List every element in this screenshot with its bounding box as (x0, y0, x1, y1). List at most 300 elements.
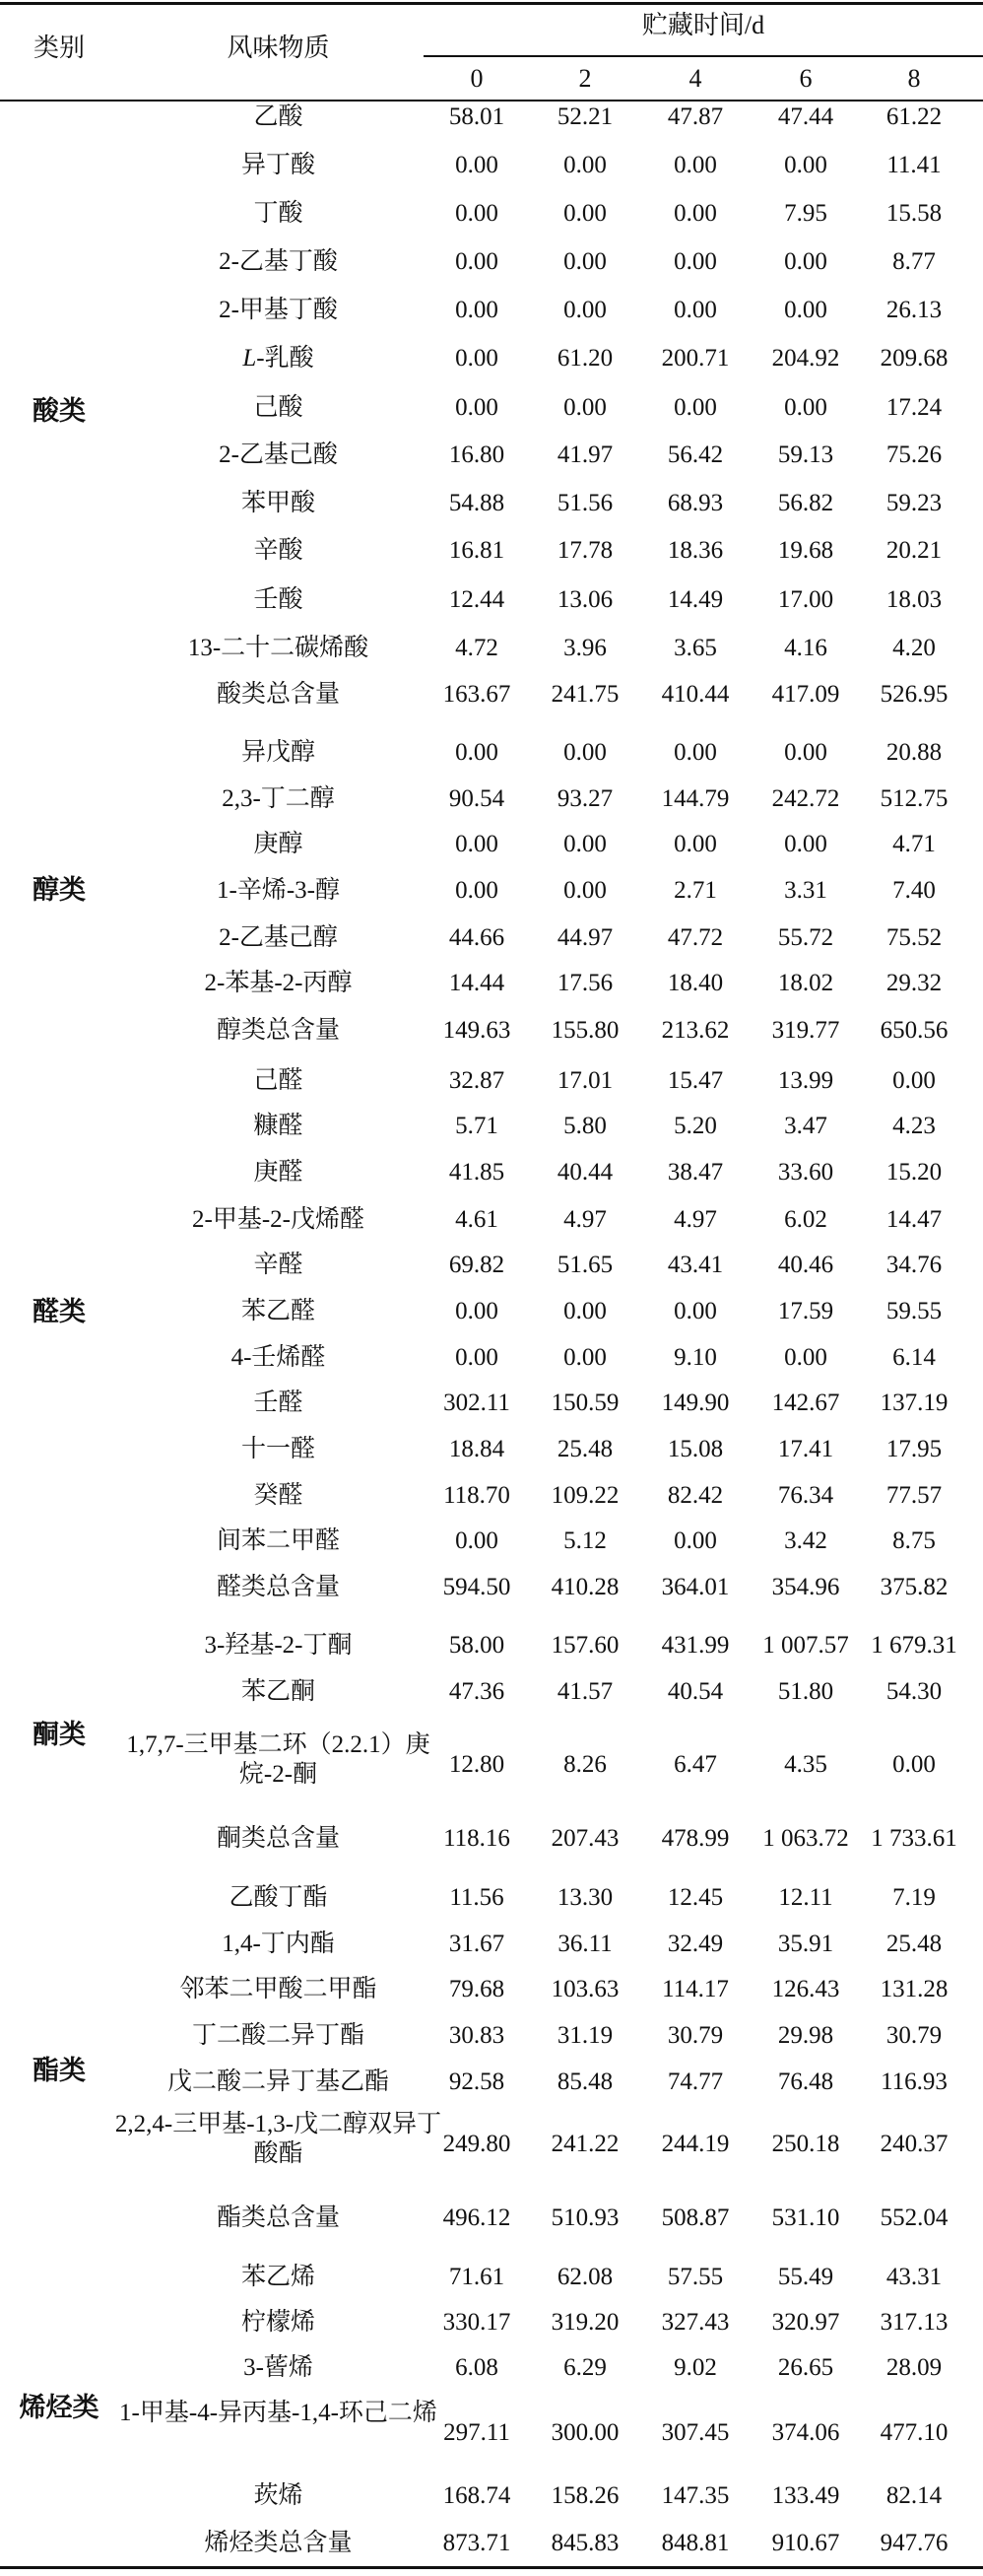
value-cell: 317.13 (880, 2309, 949, 2336)
value-cell: 26.65 (777, 2354, 834, 2381)
header-substance: 风味物质 (227, 34, 330, 62)
value-cell: 14.49 (667, 586, 724, 613)
value-cell: 300.00 (551, 2419, 620, 2446)
value-cell: 0.00 (563, 739, 607, 766)
value-cell: 44.66 (448, 924, 505, 951)
value-cell: 76.48 (777, 2068, 834, 2095)
value-cell: 25.48 (557, 1436, 614, 1462)
value-cell: 142.67 (771, 1390, 840, 1416)
value-cell: 3.96 (563, 635, 607, 661)
value-cell: 477.10 (880, 2419, 949, 2446)
substance-name: 癸醛 (253, 1482, 303, 1509)
category-label: 酯类 (33, 2056, 86, 2086)
value-cell: 4.16 (784, 635, 827, 661)
value-cell: 0.00 (892, 1751, 936, 1778)
substance-name: 烯烃类总含量 (204, 2530, 353, 2556)
value-cell: 910.67 (771, 2530, 840, 2556)
bottom-rule (0, 2566, 983, 2569)
value-cell: 59.23 (885, 490, 943, 516)
value-cell: 18.40 (667, 970, 724, 996)
value-cell: 131.28 (880, 1976, 949, 2002)
value-cell: 12.44 (448, 586, 505, 613)
value-cell: 848.81 (661, 2530, 730, 2556)
value-cell: 18.03 (885, 586, 943, 613)
value-cell: 0.00 (455, 1298, 498, 1324)
value-cell: 5.80 (563, 1113, 607, 1139)
value-cell: 47.36 (448, 1678, 505, 1705)
value-cell: 2.71 (674, 877, 717, 904)
value-cell: 20.88 (885, 739, 943, 766)
value-cell: 7.40 (892, 877, 936, 904)
substance-name: 十一醛 (240, 1436, 315, 1462)
value-cell: 6.14 (892, 1344, 936, 1371)
value-cell: 8.26 (563, 1751, 607, 1778)
substance-name: 2-乙基己醇 (219, 924, 338, 951)
substance-name: 辛酸 (253, 537, 303, 564)
value-cell: 947.76 (880, 2530, 949, 2556)
substance-name: 2,3-丁二醇 (222, 785, 335, 812)
value-cell: 82.42 (667, 1482, 724, 1509)
value-cell: 5.20 (674, 1113, 717, 1139)
value-cell: 13.99 (777, 1067, 834, 1094)
value-cell: 54.30 (885, 1678, 943, 1705)
value-cell: 650.56 (880, 1017, 949, 1044)
value-cell: 0.00 (563, 877, 607, 904)
substance-name: 2-甲基-2-戊烯醛 (192, 1206, 364, 1233)
value-cell: 29.32 (885, 970, 943, 996)
substance-name: 丁酸 (253, 200, 303, 227)
header-period: 贮藏时间/d (641, 11, 765, 39)
value-cell: 508.87 (661, 2204, 730, 2231)
value-cell: 8.77 (892, 248, 936, 275)
category-label: 酮类 (33, 1720, 86, 1750)
value-cell: 4.61 (455, 1206, 498, 1233)
substance-name: 邻苯二甲酸二甲酯 (179, 1976, 377, 2002)
value-cell: 375.82 (880, 1574, 949, 1600)
value-cell: 20.21 (885, 537, 943, 564)
value-cell: 250.18 (771, 2131, 840, 2157)
value-cell: 118.16 (443, 1825, 510, 1852)
value-cell: 0.00 (455, 200, 498, 227)
value-cell: 249.80 (442, 2131, 511, 2157)
substance-name: 2-乙基丁酸 (219, 248, 338, 275)
value-cell: 55.49 (777, 2264, 834, 2290)
value-cell: 1 679.31 (871, 1632, 957, 1659)
value-cell: 41.85 (448, 1159, 505, 1186)
substance-name: 异丁酸 (240, 152, 315, 178)
substance-name: 丁二酸二异丁酯 (191, 2022, 364, 2049)
value-cell: 82.14 (885, 2482, 943, 2509)
value-cell: 0.00 (455, 297, 498, 323)
value-cell: 69.82 (448, 1252, 505, 1278)
value-cell: 33.60 (777, 1159, 834, 1186)
value-cell: 0.00 (455, 394, 498, 421)
value-cell: 47.44 (777, 103, 834, 130)
value-cell: 4.72 (455, 635, 498, 661)
substance-name: L-乳酸 (242, 345, 314, 372)
value-cell: 0.00 (674, 831, 717, 857)
substance-name: 1-甲基-4-异丙基-1,4-环己二烯 (119, 2400, 437, 2426)
value-cell: 90.54 (448, 785, 505, 812)
substance-name: 莰烯 (253, 2482, 303, 2509)
value-cell: 0.00 (455, 152, 498, 178)
value-cell: 56.42 (667, 441, 724, 468)
value-cell: 6.02 (784, 1206, 827, 1233)
value-cell: 17.56 (557, 970, 614, 996)
value-cell: 28.09 (885, 2354, 943, 2381)
header-day-4: 4 (688, 64, 702, 93)
value-cell: 240.37 (880, 2131, 949, 2157)
value-cell: 244.19 (661, 2131, 730, 2157)
top-rule (0, 2, 983, 5)
value-cell: 40.46 (777, 1252, 834, 1278)
value-cell: 116.93 (881, 2068, 948, 2095)
value-cell: 11.41 (886, 152, 942, 178)
value-cell: 51.56 (557, 490, 614, 516)
value-cell: 3.42 (784, 1527, 827, 1554)
value-cell: 35.91 (777, 1931, 834, 1957)
value-cell: 126.43 (771, 1976, 840, 2002)
substance-name: 2-苯基-2-丙醇 (204, 970, 353, 996)
value-cell: 327.43 (661, 2309, 730, 2336)
substance-name: 酸类总含量 (216, 681, 340, 708)
substance-name: 酮类总含量 (216, 1825, 340, 1852)
substance-name: 己酸 (253, 394, 303, 421)
value-cell: 149.63 (442, 1017, 511, 1044)
value-cell: 0.00 (674, 739, 717, 766)
value-cell: 18.02 (777, 970, 834, 996)
header-sub-rule (424, 55, 983, 57)
header-day-0: 0 (470, 64, 484, 93)
header-day-8: 8 (907, 64, 921, 93)
value-cell: 92.58 (448, 2068, 505, 2095)
value-cell: 43.31 (885, 2264, 943, 2290)
value-cell: 0.00 (563, 248, 607, 275)
value-cell: 1 733.61 (871, 1825, 957, 1852)
value-cell: 242.72 (771, 785, 840, 812)
substance-name: 庚醇 (253, 831, 303, 857)
value-cell: 11.56 (449, 1884, 504, 1911)
value-cell: 51.65 (557, 1252, 614, 1278)
value-cell: 62.08 (557, 2264, 614, 2290)
value-cell: 47.72 (667, 924, 724, 951)
value-cell: 417.09 (771, 681, 840, 708)
substance-name: 1,4-丁内酯 (222, 1931, 335, 1957)
substance-name: 糠醛 (253, 1113, 303, 1139)
substance-name: 苯甲酸 (240, 490, 315, 516)
value-cell: 204.92 (771, 345, 840, 372)
value-cell: 0.00 (674, 152, 717, 178)
value-cell: 0.00 (455, 877, 498, 904)
value-cell: 17.95 (885, 1436, 943, 1462)
category-label: 酸类 (33, 396, 86, 427)
value-cell: 114.17 (662, 1976, 729, 2002)
value-cell: 213.62 (661, 1017, 730, 1044)
value-cell: 410.44 (661, 681, 730, 708)
value-cell: 0.00 (563, 297, 607, 323)
value-cell: 32.49 (667, 1931, 724, 1957)
value-cell: 38.47 (667, 1159, 724, 1186)
value-cell: 4.97 (674, 1206, 717, 1233)
value-cell: 207.43 (551, 1825, 620, 1852)
substance-name: 1-辛烯-3-醇 (217, 877, 340, 904)
value-cell: 155.80 (551, 1017, 620, 1044)
value-cell: 17.59 (777, 1298, 834, 1324)
value-cell: 68.93 (667, 490, 724, 516)
substance-name: 壬醛 (253, 1390, 303, 1416)
value-cell: 374.06 (771, 2419, 840, 2446)
value-cell: 17.78 (557, 537, 614, 564)
substance-name: 醛类总含量 (216, 1574, 340, 1600)
value-cell: 57.55 (667, 2264, 724, 2290)
value-cell: 14.44 (448, 970, 505, 996)
value-cell: 0.00 (563, 1344, 607, 1371)
substance-name: 柠檬烯 (240, 2309, 315, 2336)
header-day-6: 6 (799, 64, 813, 93)
value-cell: 319.77 (771, 1017, 840, 1044)
value-cell: 552.04 (880, 2204, 949, 2231)
value-cell: 496.12 (442, 2204, 511, 2231)
value-cell: 7.95 (784, 200, 827, 227)
value-cell: 1 063.72 (762, 1825, 849, 1852)
value-cell: 512.75 (880, 785, 949, 812)
value-cell: 4.20 (892, 635, 936, 661)
value-cell: 6.08 (455, 2354, 498, 2381)
value-cell: 40.44 (557, 1159, 614, 1186)
value-cell: 0.00 (455, 345, 498, 372)
value-cell: 0.00 (674, 1527, 717, 1554)
value-cell: 209.68 (880, 345, 949, 372)
value-cell: 30.79 (667, 2022, 724, 2049)
substance-name: 戊二酸二异丁基乙酯 (166, 2068, 389, 2095)
substance-name: 2-甲基丁酸 (219, 297, 338, 323)
value-cell: 7.19 (892, 1884, 936, 1911)
value-cell: 4.97 (563, 1206, 607, 1233)
value-cell: 478.99 (661, 1825, 730, 1852)
substance-name: 酯类总含量 (216, 2204, 340, 2231)
value-cell: 0.00 (784, 831, 827, 857)
value-cell: 873.71 (442, 2530, 511, 2556)
value-cell: 163.67 (442, 681, 511, 708)
substance-name: 苯乙酮 (240, 1678, 315, 1705)
substance-name: 壬酸 (253, 586, 303, 613)
header-rule (0, 100, 983, 102)
value-cell: 0.00 (784, 297, 827, 323)
value-cell: 85.48 (557, 2068, 614, 2095)
value-cell: 17.41 (777, 1436, 834, 1462)
value-cell: 0.00 (455, 248, 498, 275)
value-cell: 16.80 (448, 441, 505, 468)
value-cell: 0.00 (674, 200, 717, 227)
value-cell: 40.54 (667, 1678, 724, 1705)
value-cell: 4.71 (892, 831, 936, 857)
value-cell: 307.45 (661, 2419, 730, 2446)
value-cell: 55.72 (777, 924, 834, 951)
value-cell: 526.95 (880, 681, 949, 708)
header-day-2: 2 (578, 64, 592, 93)
value-cell: 0.00 (563, 200, 607, 227)
value-cell: 75.26 (885, 441, 943, 468)
value-cell: 25.48 (885, 1931, 943, 1957)
value-cell: 157.60 (551, 1632, 620, 1659)
substance-name: 庚醛 (253, 1159, 303, 1186)
value-cell: 0.00 (563, 152, 607, 178)
value-cell: 30.83 (448, 2022, 505, 2049)
value-cell: 510.93 (551, 2204, 620, 2231)
value-cell: 4.35 (784, 1751, 827, 1778)
value-cell: 54.88 (448, 490, 505, 516)
value-cell: 34.76 (885, 1252, 943, 1278)
value-cell: 18.84 (448, 1436, 505, 1462)
value-cell: 61.20 (557, 345, 614, 372)
value-cell: 12.45 (667, 1884, 724, 1911)
substance-name: 3-蒈烯 (243, 2354, 313, 2381)
value-cell: 302.11 (443, 1390, 510, 1416)
value-cell: 47.87 (667, 103, 724, 130)
value-cell: 77.57 (885, 1482, 943, 1509)
value-cell: 320.97 (771, 2309, 840, 2336)
value-cell: 431.99 (661, 1632, 730, 1659)
value-cell: 56.82 (777, 490, 834, 516)
value-cell: 9.02 (674, 2354, 717, 2381)
value-cell: 845.83 (551, 2530, 620, 2556)
value-cell: 241.75 (551, 681, 620, 708)
value-cell: 18.36 (667, 537, 724, 564)
value-cell: 12.11 (778, 1884, 833, 1911)
substance-name: 苯乙烯 (240, 2264, 315, 2290)
value-cell: 5.71 (455, 1113, 498, 1139)
value-cell: 147.35 (661, 2482, 730, 2509)
value-cell: 0.00 (892, 1067, 936, 1094)
value-cell: 330.17 (442, 2309, 511, 2336)
value-cell: 0.00 (455, 1527, 498, 1554)
substance-name: 乙酸 (253, 103, 303, 130)
substance-name: 2-乙基己酸 (219, 441, 338, 468)
value-cell: 3.47 (784, 1113, 827, 1139)
value-cell: 44.97 (557, 924, 614, 951)
value-cell: 297.11 (443, 2419, 510, 2446)
value-cell: 133.49 (771, 2482, 840, 2509)
value-cell: 36.11 (557, 1931, 613, 1957)
value-cell: 319.20 (551, 2309, 620, 2336)
value-cell: 31.19 (557, 2022, 614, 2049)
substance-name: 醇类总含量 (216, 1017, 340, 1044)
value-cell: 17.01 (557, 1067, 614, 1094)
value-cell: 12.80 (448, 1751, 505, 1778)
category-label: 醇类 (33, 875, 86, 906)
value-cell: 364.01 (661, 1574, 730, 1600)
value-cell: 52.21 (557, 103, 614, 130)
value-cell: 0.00 (563, 1298, 607, 1324)
value-cell: 6.29 (563, 2354, 607, 2381)
value-cell: 0.00 (674, 394, 717, 421)
value-cell: 3.65 (674, 635, 717, 661)
value-cell: 0.00 (674, 248, 717, 275)
value-cell: 13.30 (557, 1884, 614, 1911)
value-cell: 61.22 (885, 103, 943, 130)
value-cell: 75.52 (885, 924, 943, 951)
value-cell: 8.75 (892, 1527, 936, 1554)
value-cell: 16.81 (448, 537, 505, 564)
value-cell: 150.59 (551, 1390, 620, 1416)
value-cell: 58.01 (448, 103, 505, 130)
value-cell: 0.00 (784, 248, 827, 275)
substance-name: 13-二十二碳烯酸 (187, 635, 369, 661)
value-cell: 4.23 (892, 1113, 936, 1139)
value-cell: 531.10 (771, 2204, 840, 2231)
value-cell: 3.31 (784, 877, 827, 904)
value-cell: 30.79 (885, 2022, 943, 2049)
value-cell: 51.80 (777, 1678, 834, 1705)
value-cell: 0.00 (563, 831, 607, 857)
substance-name: 乙酸丁酯 (229, 1884, 328, 1911)
value-cell: 137.19 (880, 1390, 949, 1416)
value-cell: 0.00 (784, 1344, 827, 1371)
category-label: 醛类 (33, 1297, 86, 1327)
value-cell: 17.00 (777, 586, 834, 613)
value-cell: 241.22 (551, 2131, 620, 2157)
value-cell: 93.27 (557, 785, 614, 812)
value-cell: 0.00 (455, 831, 498, 857)
substance-name: 异戊醇 (240, 739, 315, 766)
substance-name: 1,7,7-三甲基二环（2.2.1）庚烷-2-酮 (126, 1731, 430, 1788)
value-cell: 59.13 (777, 441, 834, 468)
value-cell: 32.87 (448, 1067, 505, 1094)
value-cell: 71.61 (448, 2264, 505, 2290)
value-cell: 9.10 (674, 1344, 717, 1371)
substance-name: 2,2,4-三甲基-1,3-戊二醇双异丁酸酯 (114, 2111, 442, 2167)
substance-name: 己醛 (253, 1067, 303, 1094)
value-cell: 594.50 (442, 1574, 511, 1600)
value-cell: 103.63 (551, 1976, 620, 2002)
value-cell: 354.96 (771, 1574, 840, 1600)
value-cell: 14.47 (885, 1206, 943, 1233)
value-cell: 168.74 (442, 2482, 511, 2509)
value-cell: 410.28 (551, 1574, 620, 1600)
value-cell: 58.00 (448, 1632, 505, 1659)
value-cell: 149.90 (661, 1390, 730, 1416)
value-cell: 43.41 (667, 1252, 724, 1278)
value-cell: 59.55 (885, 1298, 943, 1324)
value-cell: 13.06 (557, 586, 614, 613)
value-cell: 200.71 (661, 345, 730, 372)
value-cell: 15.08 (667, 1436, 724, 1462)
value-cell: 144.79 (661, 785, 730, 812)
value-cell: 0.00 (455, 1344, 498, 1371)
value-cell: 5.12 (563, 1527, 607, 1554)
value-cell: 118.70 (443, 1482, 510, 1509)
substance-name: 间苯二甲醛 (216, 1527, 340, 1554)
value-cell: 19.68 (777, 537, 834, 564)
substance-name: 4-壬烯醛 (230, 1344, 326, 1371)
value-cell: 31.67 (448, 1931, 505, 1957)
value-cell: 0.00 (784, 152, 827, 178)
value-cell: 15.47 (667, 1067, 724, 1094)
value-cell: 15.58 (885, 200, 943, 227)
category-label: 烯烃类 (19, 2393, 99, 2423)
value-cell: 0.00 (784, 394, 827, 421)
value-cell: 158.26 (551, 2482, 620, 2509)
substance-name: 苯乙醛 (240, 1298, 315, 1324)
value-cell: 0.00 (674, 1298, 717, 1324)
value-cell: 74.77 (667, 2068, 724, 2095)
value-cell: 79.68 (448, 1976, 505, 2002)
value-cell: 15.20 (885, 1159, 943, 1186)
value-cell: 0.00 (563, 394, 607, 421)
value-cell: 6.47 (674, 1751, 717, 1778)
value-cell: 41.97 (557, 441, 614, 468)
substance-name: 辛醛 (253, 1252, 303, 1278)
